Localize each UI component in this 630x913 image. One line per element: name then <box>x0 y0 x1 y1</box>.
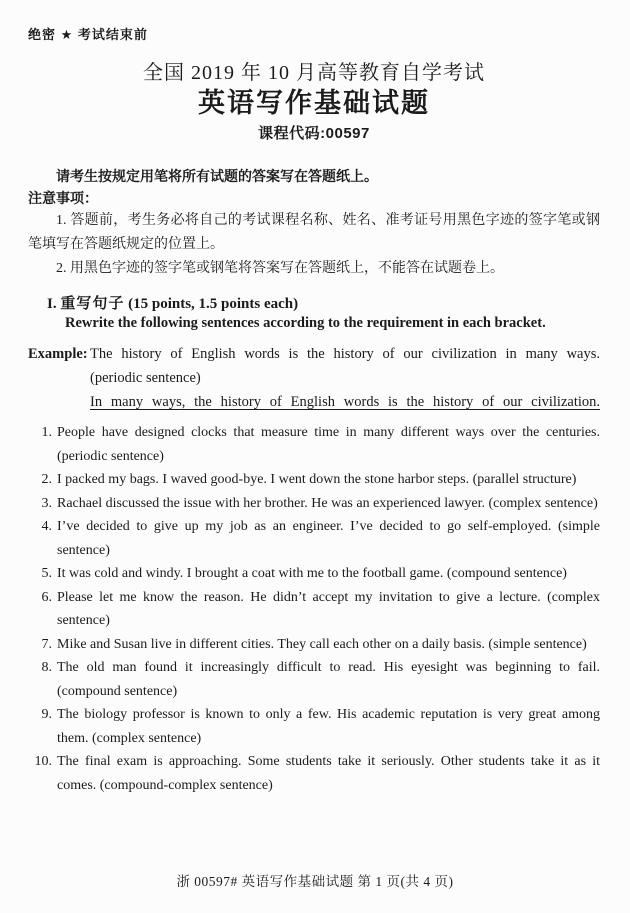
question-item <box>28 492 600 516</box>
question-item <box>28 703 600 750</box>
question-item <box>28 656 600 703</box>
section-title: 重写句子 <box>60 295 125 312</box>
question-text: The old man found it increasingly difficult to read. His eyesight was beginning to fail. (compound sentence) <box>57 660 600 699</box>
question-item <box>28 515 600 562</box>
question-item <box>28 562 600 586</box>
question-list <box>28 421 600 797</box>
question-item <box>28 468 600 492</box>
question-number: 9. <box>41 707 52 722</box>
section-heading <box>47 294 600 314</box>
question-number: 5. <box>41 566 52 581</box>
question-item <box>28 586 600 633</box>
notice-item: 2. 用黑色字迹的签字笔或钢笔将答案写在答题纸上，不能答在试题卷上。 <box>56 261 504 276</box>
question-text: It was cold and windy. I brought a coat with me to the football game. (compound sentence) <box>57 566 567 581</box>
question-number: 2. <box>41 472 52 487</box>
notice-intro: 请考生按规定用笔将所有试题的答案写在答题纸上。 <box>56 168 378 184</box>
notice-item: 1. 答题前，考生务必将自己的考试课程名称、姓名、准考证号用黑色字迹的签字笔或钢笔填写在答题纸规定的位置上。 <box>28 213 600 252</box>
question-text: Rachael discussed the issue with her brother. He was an experienced lawyer. (complex sentence) <box>57 495 598 511</box>
section-points: (15 points, 1.5 points each) <box>128 296 299 312</box>
question-text: People have designed clocks that measure time in many different ways over the centuries. (periodic sentence) <box>57 425 600 464</box>
section-instruction: Rewrite the following sentences according to the requirement in each bracket. <box>65 315 546 331</box>
question-number: 3. <box>41 495 52 511</box>
question-text: Please let me know the reason. He didn’t accept my invitation to give a lecture. (complex sentence) <box>57 589 600 628</box>
question-number: 4. <box>41 519 52 534</box>
exam-title: 全国 2019 年 10 月高等教育自学考试 <box>143 62 485 84</box>
question-text: The final exam is approaching. Some students take it seriously. Other students take it as it comes. (compound-complex sentence) <box>57 754 600 793</box>
question-number: 1. <box>41 425 52 440</box>
notice-heading: 注意事项： <box>28 190 98 206</box>
paper-title: 英语写作基础试题 <box>198 88 430 118</box>
example-block <box>28 342 600 414</box>
question-number: 7. <box>41 636 52 652</box>
example-requirement: (periodic sentence) <box>90 370 201 386</box>
example-label: Example: <box>28 346 88 362</box>
section-numeral: I. <box>47 296 57 312</box>
question-item <box>28 421 600 468</box>
title-block <box>28 60 600 144</box>
example-answer: In many ways, the history of English words is the history of our civilization. <box>90 394 600 410</box>
question-text: Mike and Susan live in different cities. They call each other on a daily basis. (simple sentence) <box>57 636 587 652</box>
course-code: 课程代码:00597 <box>258 125 370 142</box>
question-number: 6. <box>41 589 52 605</box>
question-text: I’ve decided to give up my job as an engineer. I’ve decided to go self-employed. (simple sentence) <box>57 519 600 558</box>
question-number: 8. <box>41 660 52 675</box>
question-text: The biology professor is known to only a few. His academic reputation is very great among them. (complex sentence) <box>57 707 600 746</box>
example-sentence: The history of English words is the history of our civilization in many ways. <box>90 346 600 362</box>
question-text: I packed my bags. I waved good-bye. I went down the stone harbor steps. (parallel structure) <box>57 472 577 487</box>
page-footer: 浙 00597# 英语写作基础试题 第 1 页(共 4 页) <box>176 874 454 889</box>
question-number: 10. <box>34 754 52 769</box>
question-item <box>28 633 600 657</box>
example-body <box>90 342 600 414</box>
secrecy-label: 绝密 ★ 考试结束前 <box>28 27 148 42</box>
question-item <box>28 750 600 797</box>
